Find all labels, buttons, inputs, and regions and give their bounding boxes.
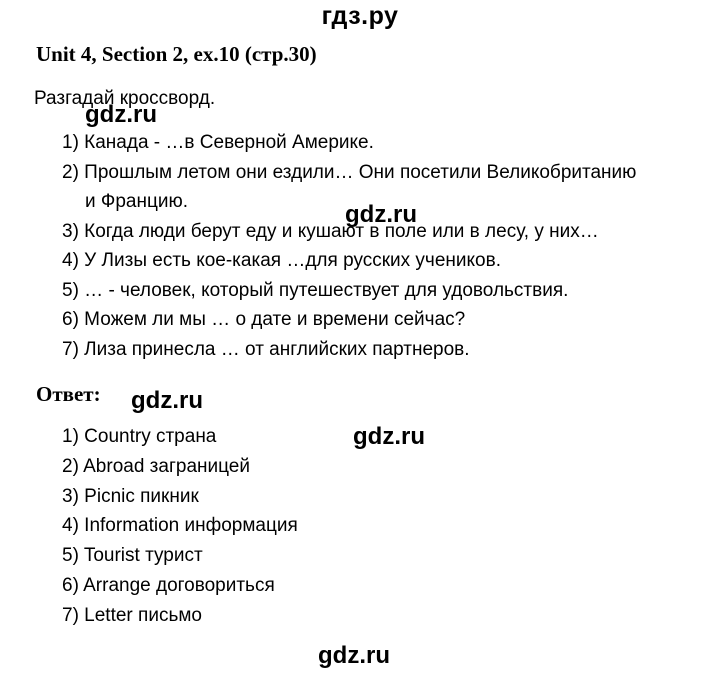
answer-list	[62, 422, 298, 631]
answer-item: 2) Abroad заграницей	[62, 455, 250, 477]
watermark: gdz.ru	[85, 101, 157, 128]
question-text: 7) Лиза принесла … от английских партнеров.	[62, 338, 470, 360]
question-text: 3) Когда люди берут еду и кушают в поле или в лесу, у них…	[62, 220, 599, 242]
question-text: 4) У Лизы есть кое-какая …для русских учеников.	[62, 250, 501, 271]
question-text-continuation: и Францию.	[85, 191, 188, 212]
watermark: gdz.ru	[131, 387, 203, 414]
question-item	[62, 246, 712, 276]
watermark: gdz.ru	[353, 423, 425, 450]
question-list	[62, 128, 712, 364]
answer-item: 4) Information информация	[62, 515, 298, 537]
answer-item: 7) Letter письмо	[62, 604, 202, 626]
instruction-text: Разгадай кроссворд.	[34, 88, 216, 109]
answer-item: 3) Picnic пикник	[62, 485, 199, 507]
question-item	[62, 276, 712, 306]
site-header: гдз.ру	[321, 2, 399, 30]
question-text: 5) … - человек, который путешествует для удовольствия.	[62, 279, 569, 301]
answer-item: 5) Tourist турист	[62, 545, 203, 567]
question-text: 1) Канада - …в Северной Америке.	[62, 132, 374, 153]
question-text: 2) Прошлым летом они ездили… Они посетили Великобританию	[62, 161, 637, 183]
exercise-title: Unit 4, Section 2, ex.10 (стр.30)	[36, 42, 317, 66]
question-text: 6) Можем ли мы … о дате и времени сейчас?	[62, 309, 466, 330]
answer-item: 1) Country страна	[62, 426, 217, 447]
watermark: gdz.ru	[345, 201, 417, 228]
answer-item: 6) Arrange договориться	[62, 574, 275, 596]
question-item	[62, 128, 712, 158]
question-item	[62, 335, 712, 365]
answer-heading: Ответ:	[36, 382, 101, 406]
question-item	[62, 305, 712, 335]
watermark: gdz.ru	[318, 642, 390, 669]
